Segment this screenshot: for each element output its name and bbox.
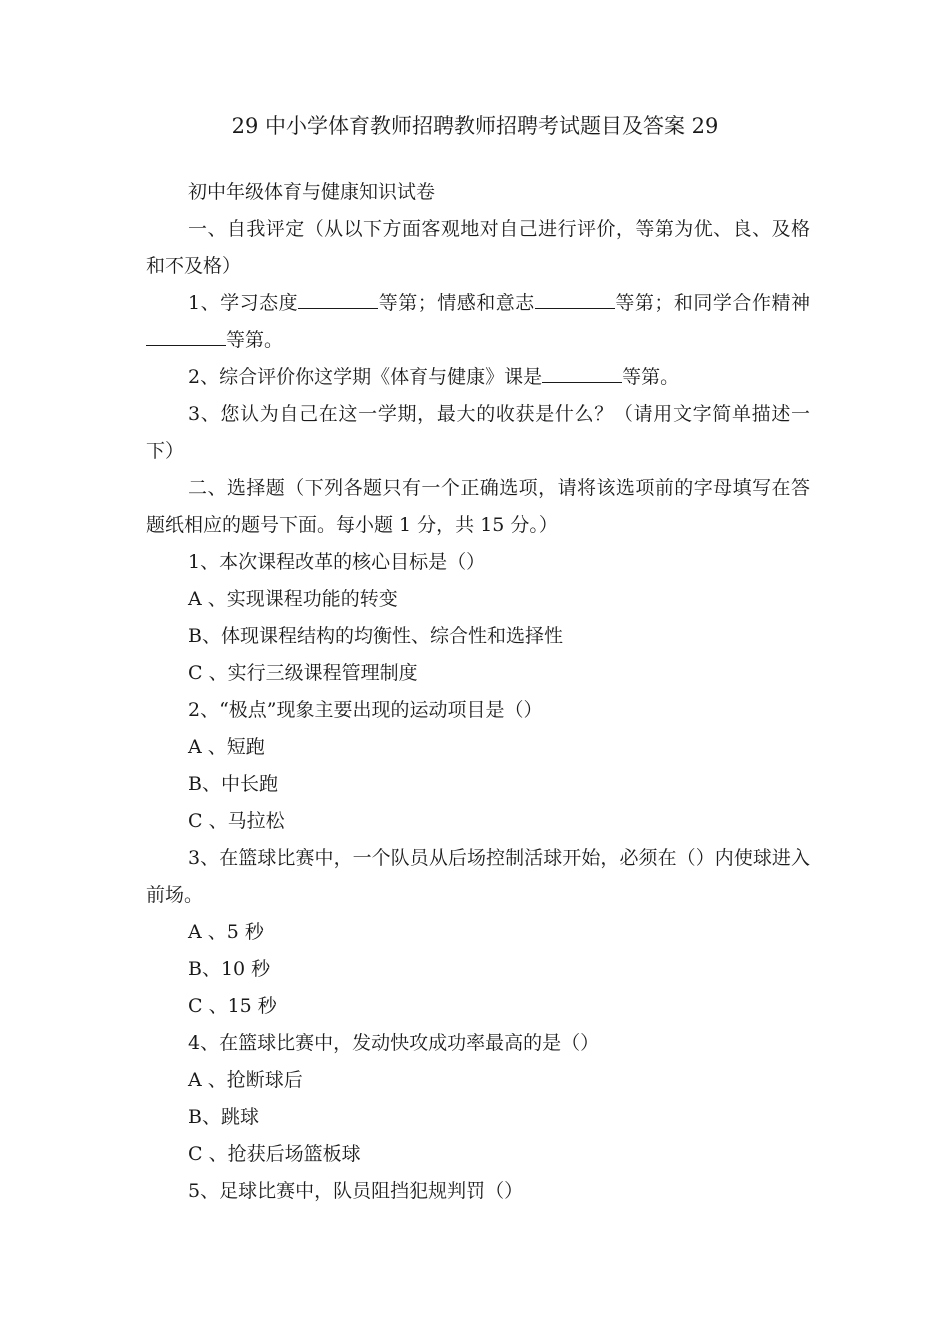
question-stem: 4、在篮球比赛中，发动快攻成功率最高的是（）: [188, 1032, 600, 1054]
question-text: 等第；和同学合作精神: [614, 292, 810, 314]
answer-option: C 、抢获后场篮板球: [188, 1143, 361, 1165]
section1-question-3: 3、您认为自己在这一学期，最大的收获是什么？（请用文字简单描述一下）: [146, 403, 810, 462]
answer-blank: [146, 327, 226, 346]
answer-option: A 、短跑: [188, 736, 265, 758]
answer-option: A 、5 秒: [188, 921, 264, 943]
exam-subtitle: 初中年级体育与健康知识试卷: [188, 181, 436, 203]
section1-question-1: [146, 285, 810, 359]
question-text: 等第；情感和意志: [378, 292, 535, 314]
answer-option: C 、15 秒: [188, 995, 277, 1017]
answer-option: A 、实现课程功能的转变: [188, 588, 398, 610]
document-title: 29 中小学体育教师招聘教师招聘考试题目及答案 29: [231, 114, 719, 138]
answer-blank: [535, 290, 615, 309]
answer-option: C 、马拉松: [188, 810, 285, 832]
question-stem: 1、本次课程改革的核心目标是（）: [188, 551, 486, 573]
question-stem: 5、足球比赛中，队员阻挡犯规判罚（）: [188, 1180, 524, 1202]
answer-option: B、中长跑: [188, 773, 278, 795]
question-stem: 2、“极点”现象主要出现的运动项目是（）: [188, 699, 543, 721]
question-stem: 3、在篮球比赛中，一个队员从后场控制活球开始，必须在（）内使球进入前场。: [146, 847, 810, 906]
question-text: 1、学习态度: [188, 292, 299, 314]
question-text: 等第。: [622, 366, 680, 388]
section1-heading: 一、自我评定（从以下方面客观地对自己进行评价，等第为优、良、及格和不及格）: [146, 218, 810, 277]
answer-option: B、10 秒: [188, 958, 271, 980]
section2-heading: 二、选择题（下列各题只有一个正确选项，请将该选项前的字母填写在答题纸相应的题号下面。每小题 1 分，共 15 分。）: [146, 477, 810, 536]
question-text: 等第。: [226, 329, 284, 351]
answer-option: B、体现课程结构的均衡性、综合性和选择性: [188, 625, 563, 647]
answer-blank: [298, 290, 378, 309]
answer-option: B、跳球: [188, 1106, 259, 1128]
answer-blank: [542, 364, 622, 383]
section1-question-2: [146, 359, 810, 396]
answer-option: A 、抢断球后: [188, 1069, 303, 1091]
question-text: 2、综合评价你这学期《体育与健康》课是: [188, 366, 543, 388]
answer-option: C 、实行三级课程管理制度: [188, 662, 418, 684]
